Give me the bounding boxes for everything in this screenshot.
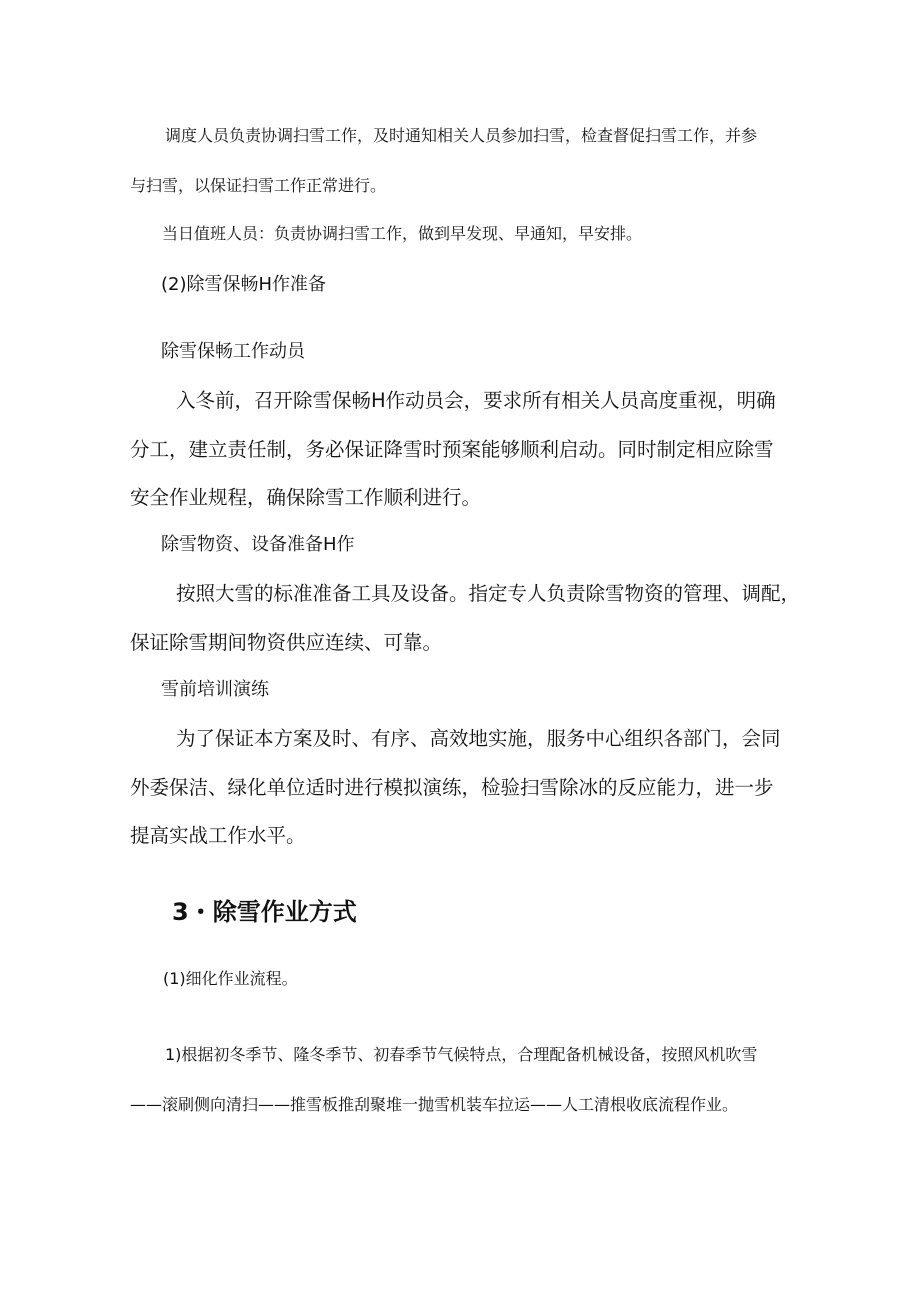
section-3-title: 3・除雪作业方式 <box>172 898 357 926</box>
paragraph-mobilize-line-3: 安全作业规程，确保除雪工作顺利进行。 <box>130 486 482 509</box>
paragraph-flow-line-2: ——滚刷侧向清扫——推雪板推刮聚堆一抛雪机装车拉运——人工清根收底流程作业。 <box>130 1095 739 1114</box>
subheading-drill: 雪前培训演练 <box>161 679 269 700</box>
paragraph-flow-line-1: 1)根据初冬季节、隆冬季节、初春季节气候特点，合理配备机械设备，按照风机吹雪 <box>165 1045 758 1064</box>
paragraph-drill-line-3: 提高实战工作水平。 <box>130 824 306 847</box>
subheading-flow: (1)细化作业流程。 <box>163 969 298 988</box>
paragraph-materials-line-1: 按照大雪的标准准备工具及设备。指定专人负责除雪物资的管理、调配， <box>176 582 801 605</box>
paragraph-duty: 当日值班人员：负责协调扫雪工作，做到早发现、早通知，早安排。 <box>162 224 643 243</box>
paragraph-mobilize-line-2: 分工，建立责任制，务必保证降雪时预案能够顺利启动。同时制定相应除雪 <box>130 438 774 461</box>
paragraph-dispatch-line-2: 与扫雪，以保证扫雪工作正常进行。 <box>130 176 387 195</box>
subheading-materials: 除雪物资、设备准备H作 <box>161 534 355 555</box>
paragraph-materials-line-2: 保证除雪期间物资供应连续、可靠。 <box>130 631 443 654</box>
paragraph-mobilize-line-1: 入冬前，召开除雪保畅H作动员会，要求所有相关人员高度重视，明确 <box>176 389 776 412</box>
paragraph-dispatch-line-1: 调度人员负责协调扫雪工作，及时通知相关人员参加扫雪，检查督促扫雪工作，并参 <box>165 126 758 145</box>
subheading-mobilize: 除雪保畅工作动员 <box>161 341 305 362</box>
section-2-title: (2)除雪保畅H作准备 <box>161 274 327 295</box>
paragraph-drill-line-2: 外委保洁、绿化单位适时进行模拟演练，检验扫雪除冰的反应能力，进一步 <box>130 776 774 799</box>
paragraph-drill-line-1: 为了保证本方案及时、有序、高效地实施，服务中心组织各部门，会同 <box>176 727 781 750</box>
